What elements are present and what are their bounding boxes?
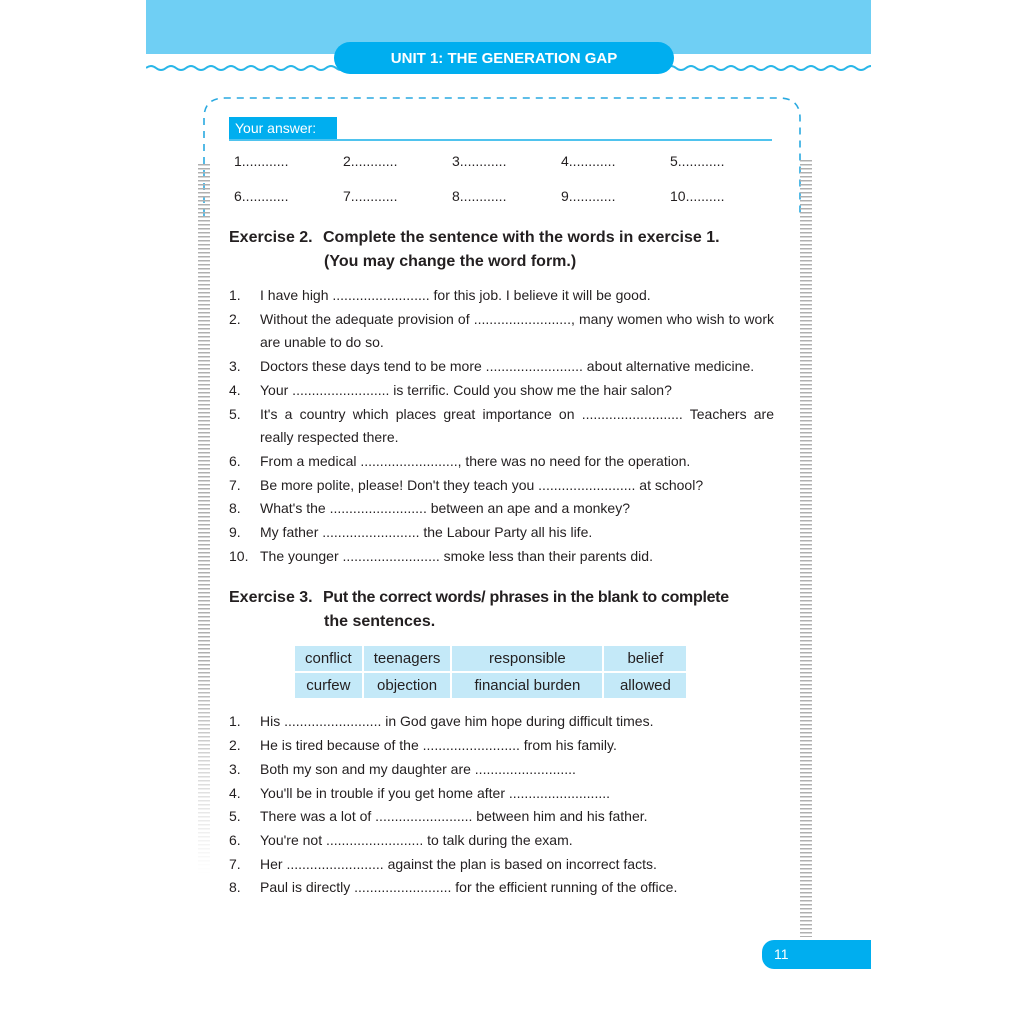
item-number: 3. <box>229 760 241 777</box>
item-number: 3. <box>229 358 241 375</box>
exercise-item <box>229 308 774 355</box>
exercise-2-title <box>229 226 774 274</box>
word-bank-cell: responsible <box>452 646 602 671</box>
item-number: 6. <box>229 452 241 469</box>
item-number: 10. <box>229 547 249 564</box>
exercise-3-title <box>229 586 774 634</box>
item-number: 1. <box>229 287 241 303</box>
exercise-2-list <box>229 284 774 568</box>
item-text: There was a lot of ......................... between him and his father. <box>260 808 648 825</box>
word-bank-cell: financial burden <box>452 673 602 698</box>
left-margin-stripes <box>198 164 210 874</box>
exercise-item <box>229 521 774 545</box>
answer-slot[interactable]: 5............ <box>670 153 725 169</box>
answer-slot[interactable]: 8............ <box>452 188 507 204</box>
word-bank-cell: conflict <box>295 646 362 671</box>
exercises-content <box>229 226 774 900</box>
unit-title: UNIT 1: THE GENERATION GAP <box>334 42 674 74</box>
page-number: 11 <box>762 940 871 969</box>
item-text: You're not ......................... to talk during the exam. <box>260 831 573 848</box>
item-number: 1. <box>229 713 241 730</box>
exercise-item <box>229 876 774 900</box>
answer-slot[interactable]: 6............ <box>234 188 289 204</box>
item-number: 7. <box>229 855 241 872</box>
word-bank-cell: belief <box>604 646 686 671</box>
exercise-item <box>229 497 774 521</box>
item-text: Your ......................... is terrific. Could you show me the hair salon? <box>260 381 672 398</box>
word-bank-cell: teenagers <box>364 646 451 671</box>
item-text: The younger ......................... smoke less than their parents did. <box>260 547 653 564</box>
exercise-item <box>229 379 774 403</box>
exercise-item <box>229 734 774 758</box>
item-number: 4. <box>229 381 241 398</box>
exercise-item <box>229 782 774 806</box>
exercise-3-number: Exercise 3. <box>229 589 313 607</box>
exercise-2-instruction: Complete the sentence with the words in exercise 1. <box>323 229 720 246</box>
item-number: 6. <box>229 831 241 848</box>
item-number: 2. <box>229 310 241 327</box>
word-bank-cell: curfew <box>295 673 362 698</box>
your-answer-label: Your answer: <box>229 117 337 140</box>
item-text: He is tired because of the ......................... from his family. <box>260 737 617 754</box>
exercise-item <box>229 474 774 498</box>
word-bank-row <box>295 646 686 671</box>
word-bank <box>293 644 688 700</box>
exercise-item <box>229 710 774 734</box>
word-bank-cell: allowed <box>604 673 686 698</box>
item-number: 4. <box>229 784 241 801</box>
answer-slot[interactable]: 1............ <box>234 153 289 169</box>
word-bank-cell: objection <box>364 673 451 698</box>
exercise-item <box>229 450 774 474</box>
item-number: 8. <box>229 879 241 896</box>
exercise-item <box>229 545 774 569</box>
exercise-item <box>229 758 774 782</box>
exercise-3-instruction: Put the correct words/ phrases in the blank to complete <box>323 589 729 607</box>
exercise-3-instruction-cont: the sentences. <box>324 613 436 631</box>
word-bank-row <box>295 673 686 698</box>
item-text: Be more polite, please! Don't they teach you ......................... at school? <box>260 476 704 493</box>
item-number: 5. <box>229 808 241 825</box>
answer-slots <box>234 152 779 206</box>
item-number: 5. <box>229 405 241 422</box>
answer-slot[interactable]: 10.......... <box>670 188 725 204</box>
item-number: 8. <box>229 500 241 517</box>
item-text: It's a country which places great importance on .......................... Teachers are really respected there. <box>260 405 774 446</box>
exercise-2-note: (You may change the word form.) <box>324 253 577 270</box>
answer-slot[interactable]: 3............ <box>452 153 507 169</box>
exercise-item <box>229 805 774 829</box>
item-text: You'll be in trouble if you get home after .......................... <box>260 784 610 801</box>
answer-underline <box>229 139 772 141</box>
right-margin-stripes <box>800 160 812 937</box>
exercise-item <box>229 829 774 853</box>
item-number: 2. <box>229 737 241 754</box>
answer-slot[interactable]: 4............ <box>561 153 616 169</box>
item-text: My father ......................... the Labour Party all his life. <box>260 524 593 541</box>
item-text: From a medical ........................., there was no need for the operation. <box>260 452 691 469</box>
item-text: Without the adequate provision of ........................., many women who wish to work are unable to do so. <box>260 310 774 351</box>
item-text: His ......................... in God gave him hope during difficult times. <box>260 713 654 730</box>
exercise-item <box>229 853 774 877</box>
item-text: Both my son and my daughter are .......................... <box>260 760 576 777</box>
item-text: Doctors these days tend to be more ......................... about alternative medicine. <box>260 358 755 375</box>
item-text: What's the ......................... between an ape and a monkey? <box>260 500 630 517</box>
item-text: I have high ......................... for this job. I believe it will be good. <box>260 287 651 303</box>
item-number: 9. <box>229 524 241 541</box>
item-number: 7. <box>229 476 241 493</box>
exercise-2-number: Exercise 2. <box>229 229 313 246</box>
item-text: Paul is directly ......................... for the efficient running of the office. <box>260 879 678 896</box>
exercise-item <box>229 284 774 308</box>
answer-slot[interactable]: 2............ <box>343 153 398 169</box>
answer-slot[interactable]: 9............ <box>561 188 616 204</box>
exercise-item <box>229 403 774 450</box>
exercise-item <box>229 355 774 379</box>
exercise-3-list <box>229 710 774 900</box>
item-text: Her ......................... against the plan is based on incorrect facts. <box>260 855 657 872</box>
answer-slot[interactable]: 7............ <box>343 188 398 204</box>
